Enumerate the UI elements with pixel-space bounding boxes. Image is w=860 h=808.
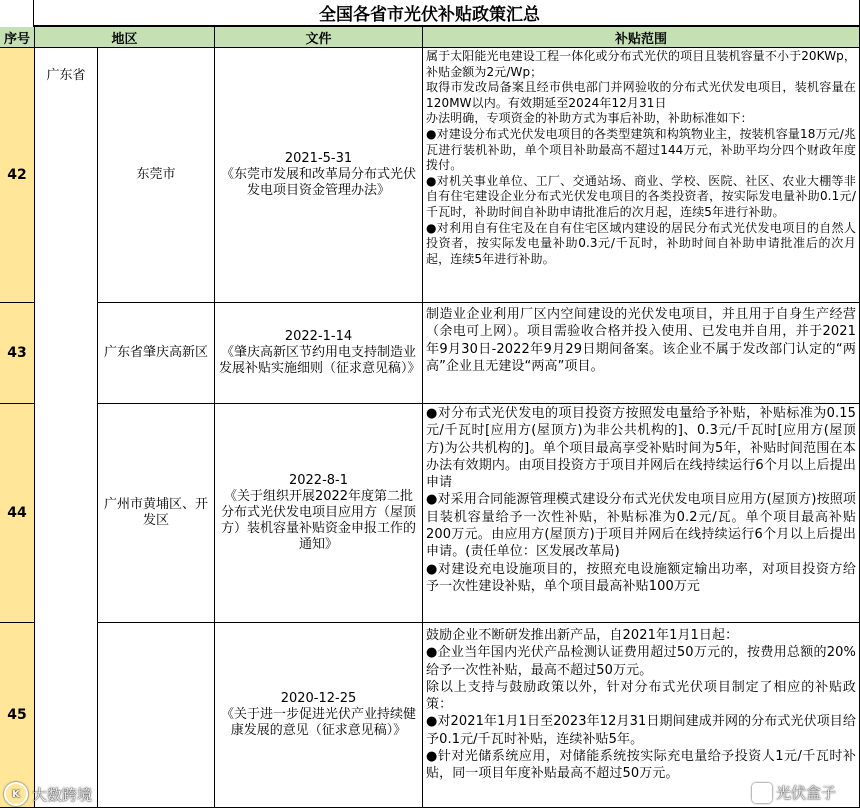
title-gap-cell: [0, 0, 34, 27]
watermark-right-text: 光伏盒子: [776, 784, 837, 802]
table-title: 全国各省市光伏补贴政策汇总: [0, 0, 860, 27]
region-cell: 东莞市: [98, 48, 215, 303]
scope-line: ●对利用自有住宅及在自有住宅区域内建设的居民分布式光伏发电项目的自然人投资者，按实际发电量补助0.3元/千瓦时，补助时间自补助申请批准后的次月起，连续5年进行补助。: [426, 220, 856, 266]
file-title: 《关于进一步促进光伏产业持续健康发展的意见（征求意见稿）》: [220, 707, 416, 738]
file-title: 《东莞市发展和改革局分布式光伏发电项目资金管理办法》: [220, 167, 416, 198]
watermark-left: [4, 782, 92, 806]
row-number: 43: [0, 303, 35, 404]
header-region: 地区: [35, 27, 215, 48]
scope-line: ●对分布式光伏发电的项目投资方按照发电量给予补贴，补贴标准为0.15元/千瓦时[应用方(屋顶方)为非公共机构的]、0.3元/千瓦时[应用方(屋顶方)为公共机构的]。单个项目最高享受补贴时间为5年，补贴时间范围在本办法有效期内。由项目投资方于项目并网后在线持续运行6个月以上后提出申请: [426, 406, 856, 491]
scope-cell: [423, 404, 860, 623]
region-cell: 广东省肇庆高新区: [98, 303, 215, 404]
file-date: 2020-12-25: [280, 691, 357, 706]
file-date: 2021-5-31: [284, 151, 353, 166]
file-title: 《肇庆高新区节约用电支持制造业发展补贴实施细则（征求意见稿）》: [219, 345, 421, 376]
scope-line: ●对建设充电设施项目的，按照充电设施额定输出功率，对项目投资方给予一次性建设补贴，单个项目最高补贴100万元: [426, 561, 856, 594]
wechat-icon: [752, 783, 772, 803]
row-number: 45: [0, 623, 35, 808]
scope-line: ●对采用合同能源管理模式建设分布式光伏发电项目应用方(屋顶方)按照项目装机容量给予一次性补贴，补贴标准为0.2元/瓦。单个项目最高补贴200万元。由应用方(屋顶方)于项目并网后在线持续运行6个月以上后提出申请。(责任单位：区发展改革局): [426, 492, 856, 560]
file-cell: [215, 48, 423, 303]
scope-line: 鼓励企业不断研发推出新产品，自2021年1月1日起：: [426, 628, 739, 643]
header-file: 文件: [215, 27, 423, 48]
file-cell: [215, 404, 423, 623]
region-cell: 广州市黄埔区、开发区: [98, 404, 215, 623]
scope-line: 属于太阳能光电建设工程一体化或分布式光伏的项目且装机容量不小于20KWp，补贴金额为2元/Wp；: [426, 49, 856, 79]
scope-line: 制造业企业利用厂区内空间建设的光伏发电项目，并且用于自身生产经营（余电可上网）。项目需验收合格并投入使用、已发电并自用，并于2021年9月30日-2022年9月29日期间备案。该企业不属于发改部门认定的“两高”企业且无建设“两高”项目。: [426, 307, 856, 374]
scope-line: ●对2021年1月1日至2023年12月31日期间建成并网的分布式光伏项目给予0.1元/千瓦时补贴，连续补贴5年。: [426, 714, 856, 747]
header-scope: 补贴范围: [423, 27, 860, 48]
scope-line: ●对机关事业单位、工厂、交通站场、商业、学校、医院、社区、农业大棚等非自有住宅建设企业分布式光伏发电项目的各类投资者，按实际发电量补助0.1元/千瓦时，补助时间自补助申请批准后的次月起，连续5年进行补助。: [426, 173, 856, 219]
file-cell: [215, 623, 423, 808]
scope-cell: [423, 48, 860, 303]
watermark-left-text: 大数跨境: [32, 785, 93, 804]
file-date: 2022-8-1: [288, 473, 348, 488]
province-cell: 广东省: [35, 48, 98, 808]
file-title: 《关于组织开展2022年度第二批分布式光伏发电项目应用方（屋顶方）装机容量补贴资金申报工作的通知》: [220, 489, 416, 552]
watermark-right: [752, 782, 836, 803]
scope-line: 取得市发改局备案且经市供电部门并网验收的分布式光伏发电项目，装机容量在120MW以内。有效期延至2024年12月31日: [426, 80, 856, 110]
row-number: 42: [0, 48, 35, 303]
scope-line: 办法明确，专项资金的补助方式为事后补助，补助标准如下：: [426, 111, 753, 126]
scope-line: 除以上支持与鼓励政策以外，针对分布式光伏项目制定了相应的补贴政策：: [426, 679, 856, 713]
row-number: 44: [0, 404, 35, 623]
header-seq: 序号: [0, 27, 35, 48]
file-date: 2022-1-14: [284, 329, 353, 344]
scope-cell: [423, 623, 860, 808]
scope-line: ●企业当年国内光伏产品检测认证费用超过50万元的，按费用总额的20%给予一次性补贴，最高不超过50万元。: [426, 645, 856, 678]
scope-line: ●针对光储系统应用，对储能系统按实际充电量给予投资人1元/千瓦时补贴，同一项目年度补贴最高不超过50万元。: [426, 749, 856, 782]
brand-logo-icon: K: [4, 782, 28, 806]
file-cell: [215, 303, 423, 404]
scope-line: ●对建设分布式光伏发电项目的各类型建筑和构筑物业主，按装机容量18万元/兆瓦进行装机补助，单个项目补助最高不超过144万元，补助平均分四个财政年度拨付。: [426, 126, 856, 173]
region-cell: [98, 623, 215, 808]
scope-cell: [423, 303, 860, 404]
